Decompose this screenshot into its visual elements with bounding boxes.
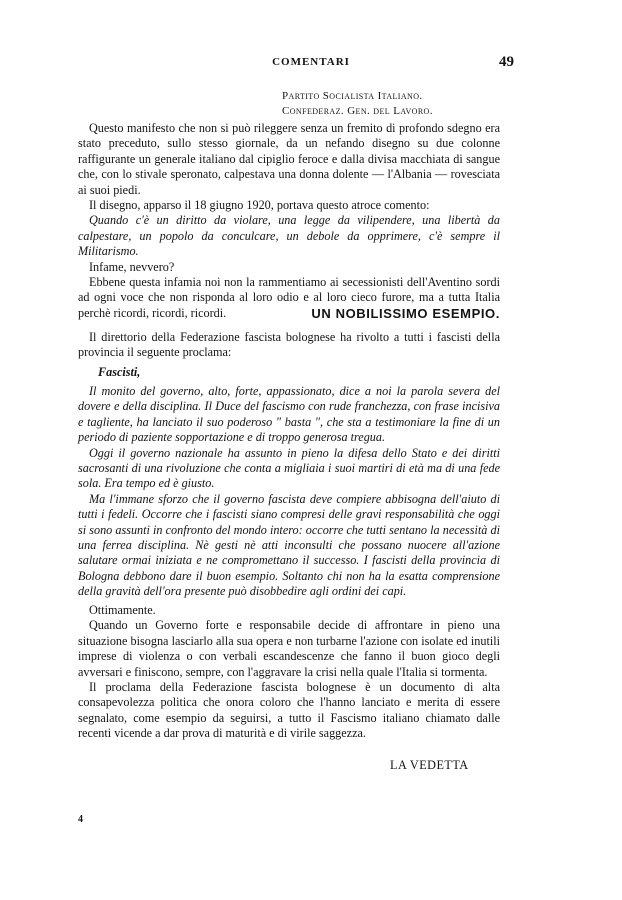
article-comment — [78, 603, 500, 742]
paragraph: Ottimamente. — [89, 603, 156, 617]
folio-mark: 4 — [78, 814, 83, 825]
running-head: COMENTARI — [272, 56, 350, 68]
paragraph: Il disegno, apparso il 18 giugno 1920, portava questo atroce comento: — [89, 198, 430, 213]
page-number: 49 — [499, 54, 514, 70]
quoted-caption: Quando c'è un diritto da violare, una legge da vilipendere, una libertà da calpestare, un popolo da conculcare, un debole da opprimere, c'è sempre il Militarismo. — [78, 213, 500, 259]
paragraph: Il direttorio della Federazione fascista bolognese ha rivolto a tutti i fascisti della provincia il seguente proclama: — [78, 330, 500, 360]
signature-block — [282, 89, 433, 119]
proclamation-paragraph: Ma l'immane sforzo che il governo fascista deve compiere abbisogna dell'aiuto di tutti i fedeli. Occorre che i fascisti siano compresi delle gravi responsabilità che oggi si sono assunti in confronto del mondo intero: occorre che tutti sentano la necessità di una ferrea disciplina. Nè gesti nè atti inconsulti che possano nuocere all'azione salutare ormai iniziata e ne compromettano il successo. I fascisti della provincia di Bologna debbono dare il buon esempio. Soltanto chi non ha la esatta comprensione della gravità dell'ora presente può disobbedire agli ordini dei capi. — [78, 491, 500, 599]
proclamation-salutation: Fascisti, — [98, 365, 141, 379]
closing-signature: LA VEDETTA — [390, 758, 469, 772]
signature-line: Partito Socialista Italiano. — [282, 90, 423, 102]
paragraph: Questo manifesto che non si può rileggere senza un fremito di profondo sdegno era stato preceduto, sullo stesso giornale, da un nefando disegno su due colonne raffigurante un generale italiano dal cipiglio feroce e dalla divisa macchiata di sangue che, con lo stivale speronato, calpestava una donna dolente — l'Albania — rovesciata ai suoi piedi. — [78, 121, 500, 197]
paragraph: Ebbene questa infamia noi non la rammentiamo ai secessionisti dell'Aventino sordi ad ogni voce che non risponda al loro odio e al loro cieco furore, ma a tutta Italia perchè ricordi, ricordi, ricordi. — [78, 275, 500, 320]
paragraph: Infame, nevvero? — [89, 259, 175, 274]
paragraph: Il proclama della Federazione fascista bolognese è un documento di alta consapevolezza politica che onora coloro che l'hanno lanciato e merita di essere segnalato, come esempio da seguirsi, a tutto il Fascismo italiano chiamato dalle recenti vicende a dar prova di maturità e di virile saggezza. — [78, 680, 500, 741]
proclamation-paragraph: Oggi il governo nazionale ha assunto in pieno la difesa dello Stato e dei diritti sacrosanti di una rivoluzione che conta a migliaia i suoi martiri di età ma di una fede sola. Era tempo ed è giusto. — [78, 445, 500, 491]
signature-line: Confederaz. Gen. del Lavoro. — [282, 105, 433, 117]
proclamation-paragraph: Il monito del governo, alto, forte, appassionato, dice a noi la parola severa del dovere e della disciplina. Il Duce del fascismo con rude franchezza, con frase incisiva e tagliente, ha lanciato il suo poderoso " basta ", che sta a testimoniare la fine di un periodo di paziente sopportazione e di troppo generosa tregua. — [78, 384, 500, 445]
proclamation-text — [78, 384, 500, 600]
article-intro — [78, 330, 500, 361]
section-heading: UN NOBILISSIMO ESEMPIO. — [311, 306, 500, 321]
article-body — [78, 121, 500, 321]
paragraph: Quando un Governo forte e responsabile decide di affrontare in pieno una situazione bisogna lasciarlo alla sua opera e non turbarne l'azione con isolate ed inutili imprese di violenza o con verbali escandescenze che fanno il buon gioco degli avversari e finiscono, sempre, con l'aggravare la crisi nella quale l'Italia si tormenta. — [78, 618, 500, 679]
